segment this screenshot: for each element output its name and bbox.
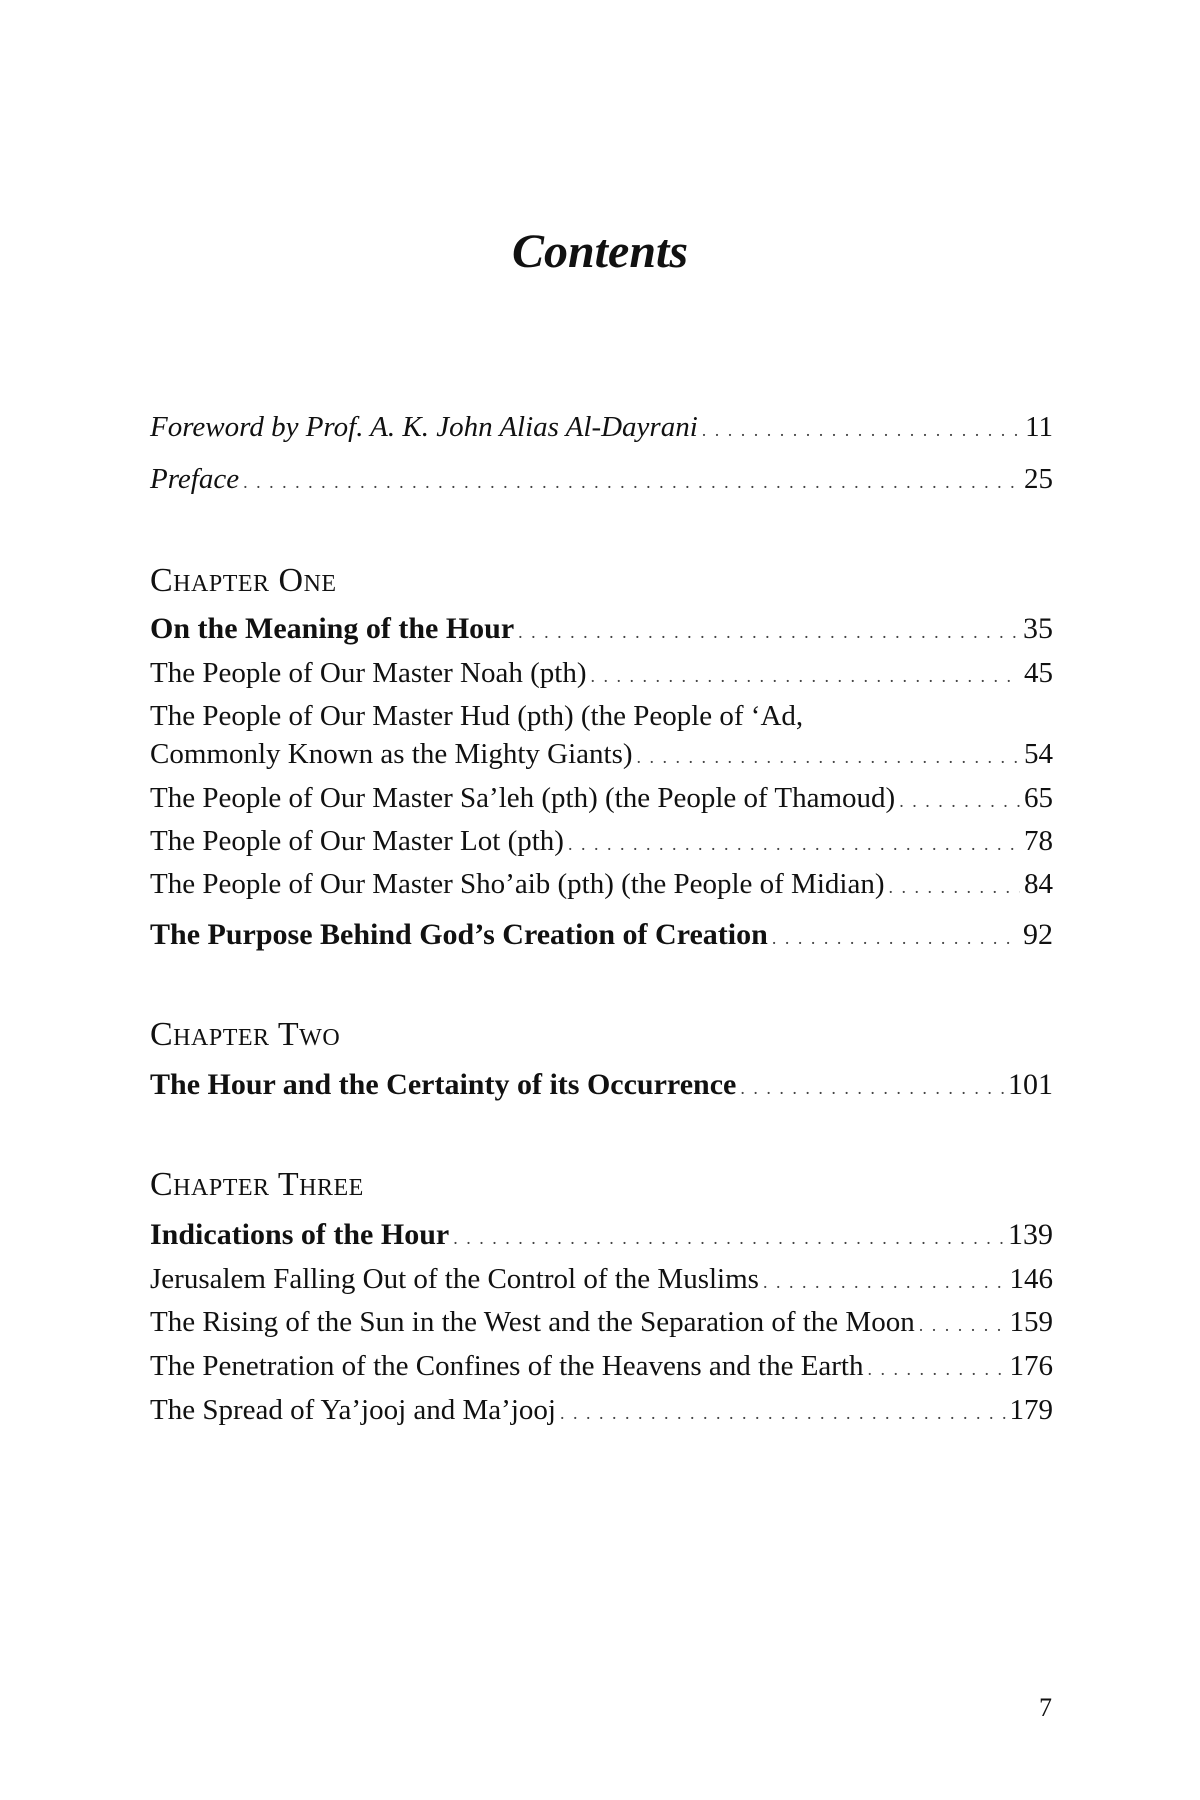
toc-entry-label: On the Meaning of the Hour bbox=[150, 612, 515, 645]
leader-dots bbox=[919, 1308, 1006, 1342]
leader-dots bbox=[740, 1071, 1004, 1105]
toc-entry-label: The Hour and the Certainty of its Occurrence bbox=[150, 1068, 737, 1101]
toc-entry-label: The Purpose Behind God’s Creation of Creation bbox=[150, 918, 768, 951]
toc-entry-label: Preface bbox=[150, 463, 240, 495]
leader-dots bbox=[889, 870, 1021, 904]
toc-entry-page: 159 bbox=[1009, 1306, 1053, 1338]
toc-entry-label: The Rising of the Sun in the West and the Separation of the Moon bbox=[150, 1306, 915, 1338]
leader-dots bbox=[518, 615, 1019, 649]
toc-entry-label: The People of Our Master Sho’aib (pth) (the People of Midian) bbox=[150, 868, 885, 900]
leader-dots bbox=[763, 1265, 1006, 1299]
toc-entry-label: Indications of the Hour bbox=[150, 1218, 450, 1251]
toc-entry-label: Foreword by Prof. A. K. John Alias Al-Dayrani bbox=[150, 411, 698, 443]
toc-entry-label: The People of Our Master Sa’leh (pth) (the People of Thamoud) bbox=[150, 782, 896, 814]
toc-entry bbox=[150, 1349, 1053, 1386]
toc-entry-page: 25 bbox=[1024, 463, 1053, 495]
leader-dots bbox=[243, 465, 1020, 499]
page-number: 7 bbox=[1039, 1693, 1052, 1722]
toc-entry-page: 179 bbox=[1009, 1394, 1053, 1426]
leader-dots bbox=[772, 921, 1019, 955]
toc-entry bbox=[150, 737, 1053, 774]
leader-dots bbox=[560, 1396, 1006, 1430]
chapter-heading-three: Chapter Three bbox=[150, 1166, 364, 1203]
toc-entry-page: 54 bbox=[1024, 738, 1053, 770]
toc-entry-page: 101 bbox=[1008, 1068, 1053, 1101]
toc-entry-page: 78 bbox=[1024, 825, 1053, 857]
toc-entry-page: 146 bbox=[1009, 1263, 1053, 1295]
toc-entry-page: 11 bbox=[1025, 411, 1053, 443]
leader-dots bbox=[637, 740, 1020, 774]
toc-entry bbox=[150, 1068, 1053, 1105]
toc-entry bbox=[150, 867, 1053, 904]
toc-entry-page: 45 bbox=[1024, 657, 1053, 689]
leader-dots bbox=[453, 1221, 1004, 1255]
leader-dots bbox=[568, 827, 1020, 861]
toc-entry-label: The People of Our Master Lot (pth) bbox=[150, 825, 564, 857]
toc-entry-label-line1: The People of Our Master Hud (pth) (the People of ‘Ad, bbox=[150, 700, 804, 732]
toc-entry-page: 84 bbox=[1024, 868, 1053, 900]
toc-entry bbox=[150, 1393, 1053, 1430]
toc-entry-label: Jerusalem Falling Out of the Control of the Muslims bbox=[150, 1263, 759, 1295]
toc-entry bbox=[150, 656, 1053, 693]
toc-entry bbox=[150, 1218, 1053, 1255]
leader-dots bbox=[868, 1352, 1006, 1386]
toc-entry-foreword bbox=[150, 410, 1053, 447]
toc-entry-page: 65 bbox=[1024, 782, 1053, 814]
toc-entry-preface bbox=[150, 462, 1053, 499]
toc-entry-label: The Penetration of the Confines of the Heavens and the Earth bbox=[150, 1350, 864, 1382]
leader-dots bbox=[899, 784, 1020, 818]
toc-entry-page: 139 bbox=[1008, 1218, 1053, 1251]
leader-dots bbox=[591, 659, 1021, 693]
chapter-heading-two: Chapter Two bbox=[150, 1016, 341, 1053]
toc-entry-label: The People of Our Master Noah (pth) bbox=[150, 657, 587, 689]
toc-entry bbox=[150, 824, 1053, 861]
toc-entry bbox=[150, 612, 1053, 649]
toc-entry bbox=[150, 781, 1053, 818]
toc-entry bbox=[150, 1262, 1053, 1299]
leader-dots bbox=[702, 413, 1021, 447]
toc-entry-label: The Spread of Ya’jooj and Ma’jooj bbox=[150, 1394, 556, 1426]
toc-entry bbox=[150, 1305, 1053, 1342]
toc-entry-page: 176 bbox=[1009, 1350, 1053, 1382]
toc-entry-page: 92 bbox=[1023, 918, 1053, 951]
chapter-heading-one: Chapter One bbox=[150, 562, 337, 599]
page-title: Contents bbox=[511, 225, 689, 278]
toc-entry bbox=[150, 918, 1053, 955]
toc-entry-label-line2: Commonly Known as the Mighty Giants) bbox=[150, 738, 633, 770]
toc-entry-page: 35 bbox=[1023, 612, 1053, 645]
